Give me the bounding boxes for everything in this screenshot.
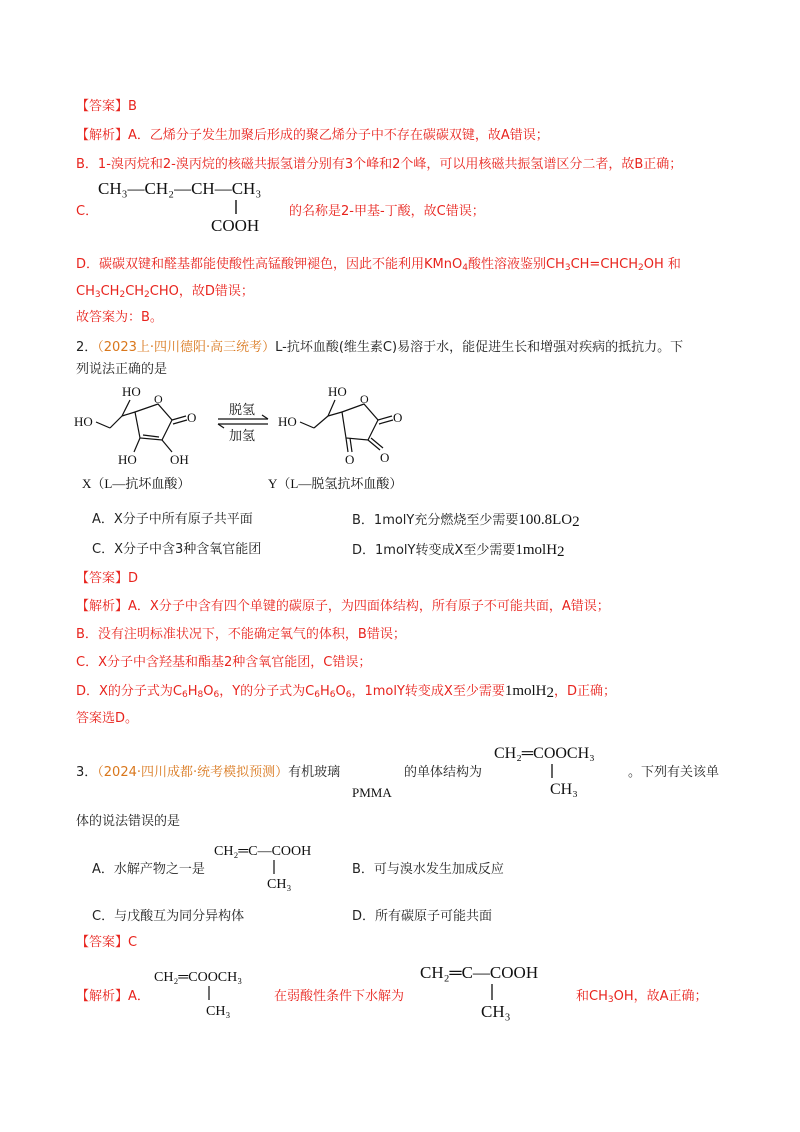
q2-analysis-d [76, 682, 616, 701]
analysis-label: 【解析】 [76, 989, 129, 1004]
q3-option-c[interactable]: C．与戊酸互为同分异构体 [92, 909, 245, 924]
carbonyl-o: O [380, 450, 390, 465]
main-chain-text: CH₃—CH₂—CH—CH₃ [98, 179, 262, 198]
q1-analysis-b: B．1-溴丙烷和2-溴丙烷的核磁共振氢谱分别有3个峰和2个峰，可以用核磁共振氢谱区分二者，故B正确； [76, 157, 683, 172]
formula: 1molH [504, 683, 547, 699]
q3-stem-line2: 体的说法错误的是 [76, 814, 181, 829]
oh-label: HO [118, 452, 137, 467]
monomer-branch: CH₃ [550, 781, 578, 798]
monomer-top: CH₂═COOCH₃ [494, 745, 595, 762]
analysis-a-text: A．乙烯分子发生加聚后形成的聚乙烯分子中不存在碳碳双键，故A错误； [128, 128, 549, 143]
question-source: （2023上·四川德阳·高三统考） [97, 340, 276, 355]
monomer-branch: CH₃ [206, 1004, 231, 1019]
option-letter: A． [128, 989, 150, 1004]
analysis-label: 【解析】 [76, 599, 129, 614]
question-stem: 有机玻璃 [288, 765, 341, 780]
subscript: 2 [546, 685, 554, 701]
kmno4-formula: KMnO [424, 257, 463, 272]
formula: 1molH [515, 542, 558, 558]
subscript: 4 [462, 263, 468, 273]
q2-option-d[interactable] [352, 541, 565, 560]
oh-label: OH [170, 452, 189, 467]
acid-top: CH₂═C—COOH [420, 963, 539, 982]
x-label: X（L—抗坏血酸） [82, 476, 191, 491]
q3-analysis-a-post [576, 988, 708, 1006]
formula: OH 和 [643, 257, 681, 272]
answer-value: C [128, 935, 138, 950]
q3-option-a[interactable]: A．水解产物之一是 [92, 862, 205, 877]
option-text: D．1molY转变成X至少需要 [352, 543, 516, 558]
subscript: 2 [119, 290, 126, 300]
formula: CH [100, 284, 120, 299]
subscript: 2 [144, 290, 150, 300]
q2-analysis-b: B．没有注明标准状况下，不能确定氧气的体积，B错误； [76, 627, 406, 642]
q1-analysis-c-suffix: 的名称是2-甲基-丁酸，故C错误； [289, 204, 485, 219]
arrow-top-label: 脱氢 [229, 402, 256, 417]
subscript: 2 [557, 544, 565, 560]
q1-analysis-c-label: C． [76, 204, 99, 219]
q2-analysis-c: C．X分子中含羟基和酯基2种含氧官能团，C错误； [76, 655, 372, 670]
answer-label: 【答案】 [76, 935, 129, 950]
q2-answer [76, 570, 138, 588]
ho-label: HO [74, 414, 93, 429]
subscript: 6 [314, 690, 320, 700]
q3-analysis-a-mid: 在弱酸性条件下水解为 [274, 989, 405, 1004]
q1-answer [76, 98, 137, 116]
q3-pmma-label: PMMA [352, 785, 392, 800]
formula: CH=CHCH [570, 257, 639, 272]
subscript: 6 [213, 690, 220, 700]
subscript: 6 [345, 690, 352, 700]
q2-option-a[interactable]: A．X分子中所有原子共平面 [92, 512, 253, 527]
subscript: 3 [564, 263, 571, 273]
subscript: 6 [329, 690, 336, 700]
q3-stem-line1b: 的单体结构为 [404, 765, 483, 780]
ring-oxygen: O [360, 392, 369, 406]
q3-stem-line1 [76, 764, 340, 782]
q2-option-c[interactable]: C．X分子中含3种含氧官能团 [92, 542, 262, 557]
q1-conclusion: 故答案为：B。 [76, 310, 163, 325]
q2-ascorbic-acid-diagram [72, 382, 432, 492]
question-number: 3． [76, 765, 98, 780]
formula: CH [125, 284, 145, 299]
d-text: 和CH [576, 989, 608, 1004]
q2-stem-line1 [76, 339, 683, 357]
d-text: 酸性溶液鉴别 [467, 257, 546, 272]
equilibrium-arrows [218, 402, 268, 443]
q2-option-b[interactable] [352, 511, 580, 530]
q1-analysis-a [76, 127, 549, 145]
subscript: 3 [94, 290, 101, 300]
ho-label: HO [278, 414, 297, 429]
subscript: 2 [638, 263, 644, 273]
acid-branch: CH₃ [481, 1002, 511, 1021]
q3-monomer-structure [492, 740, 632, 798]
q3-option-a-structure [212, 838, 362, 892]
carbonyl-o: O [187, 410, 197, 425]
q2-analysis-a [76, 598, 610, 616]
d-text: D．X的分子式为C [76, 684, 182, 699]
subscript: 2 [572, 514, 580, 530]
option-text: B．1molY充分燃烧至少需要 [352, 513, 519, 528]
q1-analysis-d-line2 [76, 283, 254, 301]
q3-stem-line1c: 。下列有关该单 [628, 765, 720, 780]
structure-x [74, 384, 196, 467]
q3-analysis-a-label [76, 988, 150, 1006]
answer-label: 【答案】 [76, 99, 129, 114]
carbonyl-o: O [393, 410, 403, 425]
formula: 100.8LO [518, 512, 573, 528]
q2-conclusion: 答案选D。 [76, 711, 139, 726]
q1-analysis-d-line1 [76, 256, 681, 274]
branch-text: COOH [211, 216, 260, 235]
structure-y [278, 384, 402, 467]
formula: O [335, 684, 346, 699]
answer-value: B [128, 99, 137, 114]
d-text: ，D正确； [554, 684, 617, 699]
subscript: 6 [182, 690, 188, 700]
carbonyl-o: O [345, 452, 355, 467]
d-text: ，Y的分子式为C [219, 684, 315, 699]
d-text: CHO，故D错误； [149, 284, 254, 299]
acid-top: CH₂═C—COOH [214, 844, 312, 859]
formula: CH [76, 284, 95, 299]
y-label: Y（L—脱氢抗坏血酸） [268, 476, 403, 491]
formula: CH [545, 257, 565, 272]
question-source: （2024·四川成都·统考模拟预测） [97, 765, 289, 780]
ho-label: HO [122, 384, 141, 399]
answer-label: 【答案】 [76, 571, 129, 586]
q2-stem-line2: 列说法正确的是 [76, 362, 168, 377]
q3-analysis-acid-structure [418, 958, 578, 1022]
acid-branch: CH₃ [267, 877, 292, 892]
monomer-top: CH₂═COOCH₃ [154, 970, 243, 985]
d-text: D．碳碳双键和醛基都能使酸性高锰酸钾褪色，因此不能利用 [76, 257, 425, 272]
subscript: 8 [197, 690, 204, 700]
subscript: 3 [607, 995, 614, 1005]
q3-analysis-monomer-structure [152, 964, 277, 1020]
formula: O [203, 684, 214, 699]
analysis-a-text: A．X分子中含有四个单键的碳原子，为四面体结构，所有原子不可能共面，A错误； [128, 599, 610, 614]
q3-option-b[interactable]: B．可与溴水发生加成反应 [352, 862, 504, 877]
d-text: OH，故A正确； [613, 989, 708, 1004]
q1-structure-2-methylbutanoic-acid [96, 176, 296, 238]
ring-oxygen: O [154, 392, 163, 406]
formula: H [187, 684, 198, 699]
answer-value: D [128, 571, 139, 586]
analysis-label: 【解析】 [76, 128, 129, 143]
question-number: 2． [76, 340, 98, 355]
ho-label: HO [328, 384, 347, 399]
q3-answer [76, 934, 137, 952]
q3-option-d[interactable]: D．所有碳原子可能共面 [352, 909, 493, 924]
d-text: ，1molY转变成X至少需要 [351, 684, 505, 699]
question-stem: L-抗坏血酸(维生素C)易溶于水，能促进生长和增强对疾病的抵抗力。下 [275, 340, 684, 355]
arrow-bottom-label: 加氢 [229, 428, 256, 443]
formula: H [319, 684, 330, 699]
